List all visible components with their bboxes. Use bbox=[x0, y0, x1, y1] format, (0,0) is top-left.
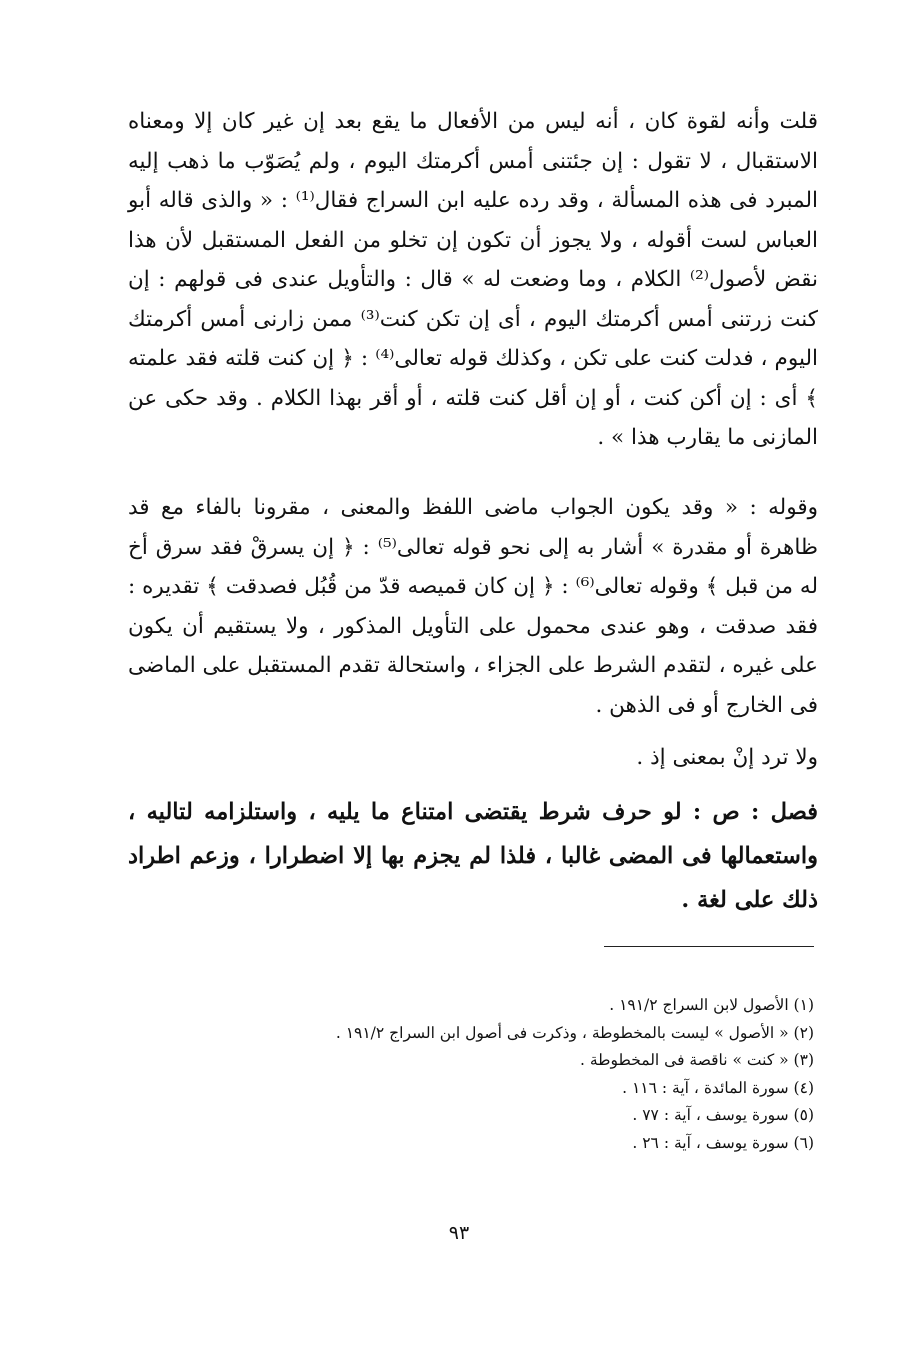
page-number: ٩٣ bbox=[448, 1222, 470, 1244]
footnote-3: (٣) « كنت » ناقصة فى المخطوطة . bbox=[580, 1051, 814, 1069]
body-paragraph-3: ولا ترد إنْ بمعنى إذ . bbox=[636, 745, 818, 770]
footnote-separator bbox=[604, 946, 814, 947]
footnote-5: (٥) سورة يوسف ، آية : ٧٧ . bbox=[632, 1106, 814, 1124]
footnote-4: (٤) سورة المائدة ، آية : ١١٦ . bbox=[622, 1078, 814, 1097]
footnote-1: (١) الأصول لابن السراج ١٩١/٢ . bbox=[609, 996, 814, 1014]
footnotes-list bbox=[154, 992, 814, 1157]
footnote-2: (٢) « الأصول » ليست بالمخطوطة ، وذكرت فى أصول ابن السراج ١٩١/٢ . bbox=[335, 1023, 814, 1042]
section-heading-paragraph: فصل : ص : لو حرف شرط يقتضى امتناع ما يليه ، واستلزامه لتاليه ، واستعمالها فى المضى غالبا ، فلذا لم يجزم بها إلا اضطرارا ، وزعم اطراد ذلك على لغة . bbox=[128, 799, 818, 913]
footnote-6: (٦) سورة يوسف ، آية : ٢٦ . bbox=[632, 1133, 814, 1152]
body-paragraph-2: وقوله : « وقد يكون الجواب ماضى اللفظ والمعنى ، مقرونا بالفاء مع قد ظاهرة أو مقدرة » أشار به إلى نحو قوله تعالى⁽⁵⁾ : ﴿ إن يسرقْ فقد سرق أخ له من قبل ﴾ وقوله تعالى⁽⁶⁾ : ﴿ إن كان قميصه قدّ من قُبُل فصدقت ﴾ تقديره : فقد صدقت ، وهو عندى محمول على التأويل المذكور ، ولا يستقيم أن يكون على غيره ، لتقدم الشرط على الجزاء ، واستحالة تقدم المستقبل على الماضى فى الخارج أو فى الذهن . bbox=[128, 495, 818, 718]
body-paragraph-1: قلت وأنه لقوة كان ، أنه ليس من الأفعال ما يقع بعد إن غير كان إلا ومعناه الاستقبال ، لا تقول : إن جئتنى أمس أكرمتك اليوم ، ولم يُصَوّب ما ذهب إليه المبرد فى هذه المسألة ، وقد رده عليه ابن السراج فقال⁽¹⁾ : « والذى قاله أبو العباس لست أقوله ، ولا يجوز أن تكون إن تخلو من الفعل المستقبل لأن هذا نقض لأصول⁽²⁾ الكلام ، وما وضعت له » قال : والتأويل عندى فى قولهم : إن كنت زرتنى أمس أكرمتك اليوم ، أى إن تكن كنت⁽³⁾ ممن زارنى أمس أكرمتك اليوم ، فدلت كنت على تكن ، وكذلك قوله تعالى⁽⁴⁾ : ﴿ إن كنت قلته فقد علمته ﴾ أى : إن أكن كنت ، أو إن أقل كنت قلته ، أو أقر بهذا الكلام . وقد حكى عن المازنى ما يقارب هذا » . bbox=[128, 109, 819, 450]
